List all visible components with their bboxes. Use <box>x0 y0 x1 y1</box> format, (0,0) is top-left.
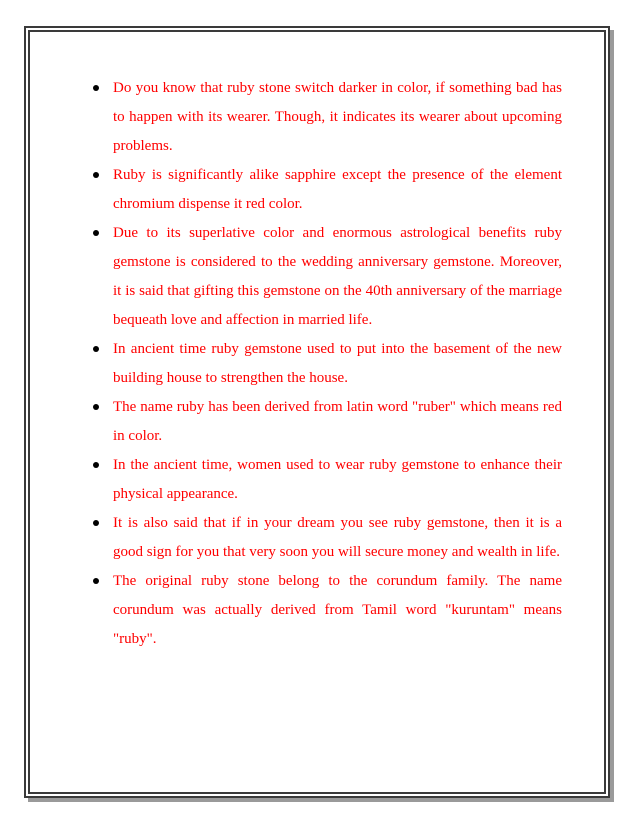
list-item <box>86 74 562 161</box>
list-item-text: The original ruby stone belong to the corundum family. The name corundum was actually derived from Tamil word "kuruntam" means "ruby". <box>113 573 562 647</box>
list-item <box>86 161 562 219</box>
list-item <box>86 335 562 393</box>
bullet-icon <box>93 230 99 236</box>
list-item <box>86 393 562 451</box>
list-item-text: Due to its superlative color and enormous astrological benefits ruby gemstone is considered to the wedding anniversary gemstone. Moreover, it is said that gifting this gemstone on the 40th anniversary of the marriage bequeath love and affection in married life. <box>113 225 562 328</box>
bullet-icon <box>93 85 99 91</box>
list-item <box>86 567 562 654</box>
bullet-icon <box>93 172 99 178</box>
page-border-shadow <box>28 798 614 802</box>
list-item-text: In ancient time ruby gemstone used to put into the basement of the new building house to strengthen the house. <box>113 341 562 386</box>
list-item-text: It is also said that if in your dream you see ruby gemstone, then it is a good sign for you that very soon you will secure money and wealth in life. <box>113 515 562 560</box>
list-item <box>86 219 562 335</box>
list-item-text: In the ancient time, women used to wear ruby gemstone to enhance their physical appearance. <box>113 457 562 502</box>
ruby-facts-list <box>86 74 562 654</box>
bullet-icon <box>93 346 99 352</box>
page-content <box>86 74 562 654</box>
list-item-text: Do you know that ruby stone switch darker in color, if something bad has to happen with its wearer. Though, it indicates its wearer about upcoming problems. <box>113 80 562 154</box>
list-item-text: Ruby is significantly alike sapphire except the presence of the element chromium dispense it red color. <box>113 167 562 212</box>
bullet-icon <box>93 578 99 584</box>
list-item <box>86 509 562 567</box>
list-item-text: The name ruby has been derived from latin word "ruber" which means red in color. <box>113 399 562 444</box>
page-border-shadow <box>610 30 614 802</box>
list-item <box>86 451 562 509</box>
bullet-icon <box>93 404 99 410</box>
bullet-icon <box>93 520 99 526</box>
bullet-icon <box>93 462 99 468</box>
